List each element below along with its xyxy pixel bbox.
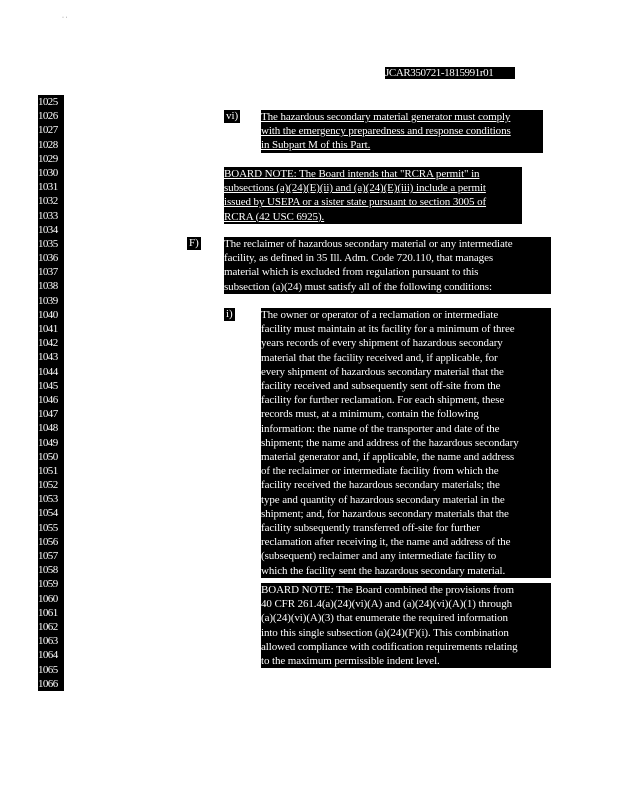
label-vi: vi) bbox=[226, 110, 239, 122]
line-number: 1054 bbox=[38, 507, 58, 520]
line-number: 1046 bbox=[38, 393, 58, 406]
line-number: 1048 bbox=[38, 422, 58, 435]
line-number: 1059 bbox=[38, 578, 58, 591]
text-line: (a)(24)(vi)(A)(3) that enumerate the required information bbox=[261, 612, 508, 625]
line-number: 1051 bbox=[38, 464, 58, 477]
text-line: years records of every shipment of hazardous secondary bbox=[261, 337, 503, 350]
line-number: 1039 bbox=[38, 294, 58, 307]
paragraph-i bbox=[261, 308, 551, 578]
text-line: records must, at a minimum, contain the following bbox=[261, 408, 479, 421]
label-i: i) bbox=[226, 308, 233, 320]
text-line: (subsequent) reclaimer and any intermediate facility to bbox=[261, 550, 497, 563]
text-line: facility must maintain at its facility for a minimum of three bbox=[261, 323, 515, 336]
line-number: 1040 bbox=[38, 308, 58, 321]
text-line: facility, as defined in 35 Ill. Adm. Code 720.110, that manages bbox=[224, 252, 494, 265]
line-number: 1052 bbox=[38, 479, 58, 492]
document-reference: JCAR350721-1815991r01 bbox=[385, 67, 515, 79]
label-F: F) bbox=[189, 237, 199, 249]
text-line: facility for further reclamation. For each shipment, these bbox=[261, 394, 505, 407]
line-number: 1058 bbox=[38, 564, 58, 577]
text-line: facility received and subsequently sent off-site from the bbox=[261, 380, 501, 393]
line-number: 1041 bbox=[38, 323, 58, 335]
text-line: The reclaimer of hazardous secondary material or any intermediate bbox=[224, 238, 513, 250]
line-number: 1025 bbox=[38, 96, 58, 108]
line-number: 1038 bbox=[38, 280, 58, 293]
text-line: material which is excluded from regulation pursuant to this bbox=[224, 266, 479, 279]
text-line: allowed compliance with codification requirements relating bbox=[261, 640, 518, 653]
text-line: information: the name of the transporter and date of the bbox=[261, 422, 500, 435]
paragraph-F bbox=[224, 237, 551, 294]
line-number: 1029 bbox=[38, 152, 58, 165]
text-line: shipment; the name and address of the hazardous secondary bbox=[261, 436, 519, 449]
line-number: 1032 bbox=[38, 195, 58, 208]
line-number-column bbox=[38, 95, 64, 691]
line-number: 1043 bbox=[38, 351, 58, 364]
line-number: 1060 bbox=[38, 592, 58, 605]
text-line: RCRA (42 USC 6925). bbox=[224, 210, 325, 223]
line-number: 1062 bbox=[38, 620, 58, 633]
line-number: 1061 bbox=[38, 606, 58, 619]
line-number: 1049 bbox=[38, 436, 58, 449]
line-number: 1044 bbox=[38, 365, 58, 378]
line-number: 1034 bbox=[38, 223, 58, 236]
line-number: 1047 bbox=[38, 408, 58, 421]
line-number: 1031 bbox=[38, 181, 58, 194]
text-line: type and quantity of hazardous secondary material in the bbox=[261, 493, 505, 506]
line-number: 1030 bbox=[38, 166, 58, 179]
line-number: 1065 bbox=[38, 663, 58, 676]
line-number: 1066 bbox=[38, 677, 58, 690]
line-number: 1053 bbox=[38, 493, 58, 506]
line-number: 1028 bbox=[38, 138, 58, 151]
text-line: shipment; and, for hazardous secondary materials that the bbox=[261, 507, 509, 520]
line-number: 1064 bbox=[38, 649, 58, 662]
line-number: 1033 bbox=[38, 209, 58, 222]
line-number: 1057 bbox=[38, 550, 58, 562]
text-line: The owner or operator of a reclamation or intermediate bbox=[261, 309, 499, 321]
line-number: 1027 bbox=[38, 124, 58, 137]
line-number: 1050 bbox=[38, 450, 58, 463]
text-line: BOARD NOTE: The Board intends that "RCRA permit" in bbox=[224, 168, 480, 180]
line-number: 1026 bbox=[38, 110, 58, 123]
line-number: 1036 bbox=[38, 252, 58, 265]
line-number: 1035 bbox=[38, 237, 58, 250]
board-note-1 bbox=[224, 167, 522, 224]
text-line: of the reclaimer or intermediate facility from which the bbox=[261, 465, 499, 478]
text-line: facility subsequently transferred off-site for further bbox=[261, 522, 480, 535]
line-number: 1063 bbox=[38, 635, 58, 648]
text-line: subsection (a)(24) must satisfy all of the following conditions: bbox=[224, 280, 492, 293]
line-number: 1055 bbox=[38, 521, 58, 534]
text-line: into this single subsection (a)(24)(F)(i). This combination bbox=[261, 626, 509, 639]
paragraph-vi bbox=[261, 110, 543, 153]
text-line: issued by USEPA or a sister state pursuant to section 3005 of bbox=[224, 196, 487, 209]
text-line: The hazardous secondary material generator must comply bbox=[261, 111, 511, 123]
line-number: 1042 bbox=[38, 337, 58, 350]
line-number: 1045 bbox=[38, 379, 58, 392]
text-line: to the maximum permissible indent level. bbox=[261, 655, 440, 668]
text-line: facility received the hazardous secondary materials; the bbox=[261, 479, 500, 492]
page-mark: · · bbox=[62, 15, 68, 21]
text-line: reclamation after receiving it, the name and address of the bbox=[261, 536, 511, 549]
board-note-2 bbox=[261, 583, 551, 668]
text-line: with the emergency preparedness and response conditions bbox=[261, 125, 511, 138]
line-number: 1037 bbox=[38, 266, 58, 279]
text-line: BOARD NOTE: The Board combined the provisions from bbox=[261, 584, 514, 596]
text-line: which the facility sent the hazardous secondary material. bbox=[261, 564, 506, 577]
text-line: 40 CFR 261.4(a)(24)(vi)(A) and (a)(24)(vi)(A)(1) through bbox=[261, 598, 512, 611]
text-line: in Subpart M of this Part. bbox=[261, 139, 371, 152]
text-line: every shipment of hazardous secondary material that the bbox=[261, 365, 504, 378]
text-line: material that the facility received and, if applicable, for bbox=[261, 351, 498, 364]
text-line: material generator and, if applicable, the name and address bbox=[261, 451, 515, 464]
text-line: subsections (a)(24)(E)(ii) and (a)(24)(E)(iii) include a permit bbox=[224, 182, 486, 195]
line-number: 1056 bbox=[38, 535, 58, 548]
